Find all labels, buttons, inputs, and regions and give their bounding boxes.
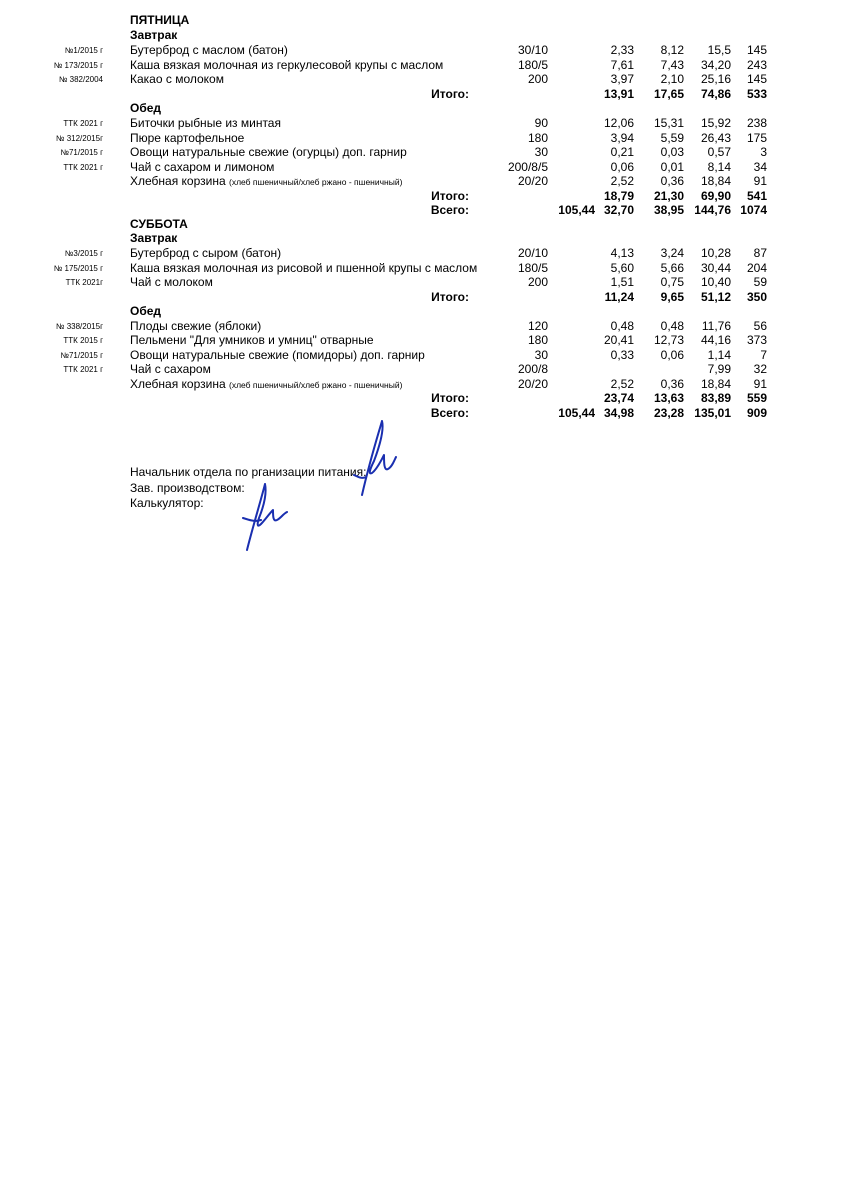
recipe-code: ТТК 2021 г: [63, 365, 103, 374]
fats: 0,03: [660, 145, 684, 159]
recipe-code: №3/2015 г: [64, 249, 103, 258]
carbs: 10,40: [700, 275, 731, 289]
table-row: [0, 160, 849, 175]
proteins: 12,06: [603, 116, 634, 130]
recipe-code: №71/2015 г: [60, 148, 103, 157]
fats: 38,95: [653, 203, 684, 217]
proteins: 5,60: [610, 261, 634, 275]
subtotal-row: [0, 87, 849, 102]
table-row: [0, 377, 849, 392]
energy: 559: [746, 391, 767, 405]
table-row: [0, 43, 849, 58]
dish-name: Чай с сахаром: [130, 362, 211, 376]
grand-total-row: [0, 406, 849, 421]
energy: 32: [753, 362, 767, 376]
fats: 0,01: [660, 160, 684, 174]
fats: 9,65: [660, 290, 684, 304]
subtotal-row: [0, 189, 849, 204]
table-row: [0, 362, 849, 377]
carbs: 1,14: [707, 348, 731, 362]
signature-line-calculator: Калькулятор:: [130, 496, 204, 510]
meal-title: Завтрак: [130, 28, 178, 42]
dish-name: Овощи натуральные свежие (огурцы) доп. гарнир: [130, 145, 407, 159]
table-row: [0, 333, 849, 348]
fats: 7,43: [660, 58, 684, 72]
carbs: 15,5: [707, 43, 731, 57]
dish-name: Бутерброд с сыром (батон): [130, 246, 282, 260]
grand-total-row: [0, 203, 849, 218]
fats: 0,36: [660, 174, 684, 188]
proteins: 34,98: [603, 406, 634, 420]
section-saturday-header: [0, 217, 849, 232]
subtotal-label: Итого:: [431, 290, 469, 304]
fats: 2,10: [660, 72, 684, 86]
fats: 3,24: [660, 246, 684, 260]
fats: 5,66: [660, 261, 684, 275]
energy: 7: [760, 348, 767, 362]
dish-name: Биточки рыбные из минтая: [130, 116, 281, 130]
fats: 21,30: [653, 189, 684, 203]
portion: 180/5: [517, 261, 548, 275]
table-row: [0, 58, 849, 73]
fats: 0,48: [660, 319, 684, 333]
carbs: 11,76: [701, 319, 731, 333]
meal-header-breakfast: [0, 231, 849, 246]
energy: 145: [746, 72, 767, 86]
meal-header-lunch: [0, 304, 849, 319]
subtotal-label: Итого:: [431, 391, 469, 405]
price: 105,44: [558, 203, 595, 217]
fats: 8,12: [660, 43, 684, 57]
proteins: 13,91: [603, 87, 634, 101]
signature-calculator: [235, 478, 295, 558]
energy: 87: [753, 246, 767, 260]
carbs: 26,43: [700, 131, 731, 145]
portion: 20/20: [517, 174, 548, 188]
dish-name: Бутерброд с маслом (батон): [130, 43, 288, 57]
carbs: 69,90: [700, 189, 731, 203]
portion: 30: [534, 348, 548, 362]
proteins: 18,79: [603, 189, 634, 203]
energy: 238: [746, 116, 767, 130]
meal-title: Завтрак: [130, 231, 178, 245]
table-row: [0, 348, 849, 363]
day-title: СУББОТА: [130, 217, 188, 231]
carbs: 25,16: [700, 72, 731, 86]
portion: 20/20: [517, 377, 548, 391]
portion: 30/10: [517, 43, 548, 57]
proteins: 2,52: [610, 377, 634, 391]
carbs: 7,99: [707, 362, 731, 376]
proteins: 3,94: [610, 131, 634, 145]
meal-title: Обед: [130, 101, 162, 115]
energy: 1074: [740, 203, 767, 217]
energy: 204: [746, 261, 767, 275]
grand-total-label: Всего:: [430, 406, 469, 420]
portion: 180: [527, 333, 548, 347]
signature-line-production: Зав. производством:: [130, 481, 245, 495]
dish-name: Какао с молоком: [130, 72, 224, 86]
table-row: [0, 145, 849, 160]
carbs: 83,89: [700, 391, 731, 405]
table-row: [0, 319, 849, 334]
energy: 541: [746, 189, 767, 203]
carbs: 34,20: [700, 58, 731, 72]
proteins: 11,24: [604, 290, 634, 304]
proteins: 0,48: [610, 319, 634, 333]
energy: 350: [746, 290, 767, 304]
dish-note: (хлеб пшеничный/хлеб ржано - пшеничный): [229, 177, 403, 187]
subtotal-row: [0, 290, 849, 305]
dish-name: Хлебная корзина: [130, 377, 226, 391]
dish-name: Каша вязкая молочная из рисовой и пшенной крупы с маслом: [130, 261, 478, 275]
energy: 145: [746, 43, 767, 57]
subtotal-row: [0, 391, 849, 406]
proteins: 3,97: [610, 72, 634, 86]
meal-title: Обед: [130, 304, 162, 318]
carbs: 144,76: [694, 203, 731, 217]
grand-total-label: Всего:: [430, 203, 469, 217]
carbs: 30,44: [700, 261, 731, 275]
price: 105,44: [558, 406, 595, 420]
carbs: 8,14: [707, 160, 731, 174]
recipe-code: № 338/2015г: [55, 322, 103, 331]
proteins: 7,61: [610, 58, 634, 72]
fats: 15,31: [653, 116, 684, 130]
energy: 59: [753, 275, 767, 289]
table-row: [0, 131, 849, 146]
dish-note: (хлеб пшеничный/хлеб ржано - пшеничный): [229, 380, 403, 390]
proteins: 1,51: [610, 275, 634, 289]
portion: 200: [527, 275, 548, 289]
fats: 0,75: [660, 275, 684, 289]
carbs: 0,57: [707, 145, 731, 159]
recipe-code: № 175/2015 г: [53, 264, 103, 273]
proteins: 2,33: [610, 43, 634, 57]
table-row: [0, 246, 849, 261]
dish-name: Чай с молоком: [130, 275, 213, 289]
proteins: 20,41: [603, 333, 634, 347]
meal-header-breakfast: [0, 28, 849, 43]
carbs: 51,12: [700, 290, 731, 304]
proteins: 0,33: [610, 348, 634, 362]
recipe-code: ТТК 2021 г: [63, 119, 103, 128]
proteins: 0,21: [610, 145, 634, 159]
carbs: 74,86: [700, 87, 731, 101]
signature-head: [340, 415, 400, 505]
recipe-code: № 382/2004: [58, 75, 103, 84]
recipe-code: ТТК 2021 г: [63, 163, 103, 172]
fats: 17,65: [653, 87, 684, 101]
portion: 30: [534, 145, 548, 159]
energy: 533: [746, 87, 767, 101]
portion: 200/8: [517, 362, 548, 376]
portion: 120: [527, 319, 548, 333]
day-title: ПЯТНИЦА: [130, 13, 190, 27]
dish-name: Плоды свежие (яблоки): [130, 319, 262, 333]
signature-line-head: Начальник отдела по рганизации питания:: [130, 465, 367, 479]
dish-name: Каша вязкая молочная из геркулесовой крупы с маслом: [130, 58, 444, 72]
recipe-code: № 312/2015г: [55, 134, 103, 143]
fats: 0,36: [660, 377, 684, 391]
carbs: 18,84: [700, 377, 731, 391]
energy: 175: [746, 131, 767, 145]
portion: 180: [527, 131, 548, 145]
proteins: 23,74: [603, 391, 634, 405]
carbs: 44,16: [700, 333, 731, 347]
meal-header-lunch: [0, 101, 849, 116]
recipe-code: ТТК 2015 г: [63, 336, 103, 345]
portion: 90: [534, 116, 548, 130]
fats: 12,73: [653, 333, 684, 347]
proteins: 0,06: [610, 160, 634, 174]
table-row: [0, 261, 849, 276]
dish-name: Хлебная корзина: [130, 174, 226, 188]
recipe-code: № 173/2015 г: [53, 61, 103, 70]
table-row: [0, 116, 849, 131]
recipe-code: ТТК 2021г: [65, 278, 103, 287]
table-row: [0, 72, 849, 87]
subtotal-label: Итого:: [431, 87, 469, 101]
dish-name-with-note: [130, 174, 402, 190]
proteins: 2,52: [610, 174, 634, 188]
recipe-code: №1/2015 г: [64, 46, 103, 55]
fats: 23,28: [653, 406, 684, 420]
carbs: 15,92: [700, 116, 731, 130]
dish-name: Овощи натуральные свежие (помидоры) доп. гарнир: [130, 348, 425, 362]
fats: 0,06: [660, 348, 684, 362]
carbs: 18,84: [700, 174, 731, 188]
energy: 34: [753, 160, 767, 174]
table-row: [0, 275, 849, 290]
energy: 909: [746, 406, 767, 420]
fats: 5,59: [660, 131, 684, 145]
energy: 91: [753, 174, 767, 188]
portion: 200/8/5: [507, 160, 548, 174]
carbs: 10,28: [700, 246, 731, 260]
energy: 243: [746, 58, 767, 72]
dish-name: Пельмени "Для умников и умниц" отварные: [130, 333, 374, 347]
portion: 180/5: [517, 58, 548, 72]
energy: 91: [753, 377, 767, 391]
proteins: 4,13: [610, 246, 634, 260]
carbs: 135,01: [694, 406, 731, 420]
dish-name: Чай с сахаром и лимоном: [130, 160, 275, 174]
portion: 20/10: [517, 246, 548, 260]
table-row: [0, 174, 849, 189]
recipe-code: №71/2015 г: [60, 351, 103, 360]
dish-name: Пюре картофельное: [130, 131, 245, 145]
energy: 373: [746, 333, 767, 347]
proteins: 32,70: [603, 203, 634, 217]
energy: 3: [760, 145, 767, 159]
fats: 13,63: [653, 391, 684, 405]
energy: 56: [753, 319, 767, 333]
portion: 200: [527, 72, 548, 86]
section-friday-header: [0, 13, 849, 28]
subtotal-label: Итого:: [431, 189, 469, 203]
